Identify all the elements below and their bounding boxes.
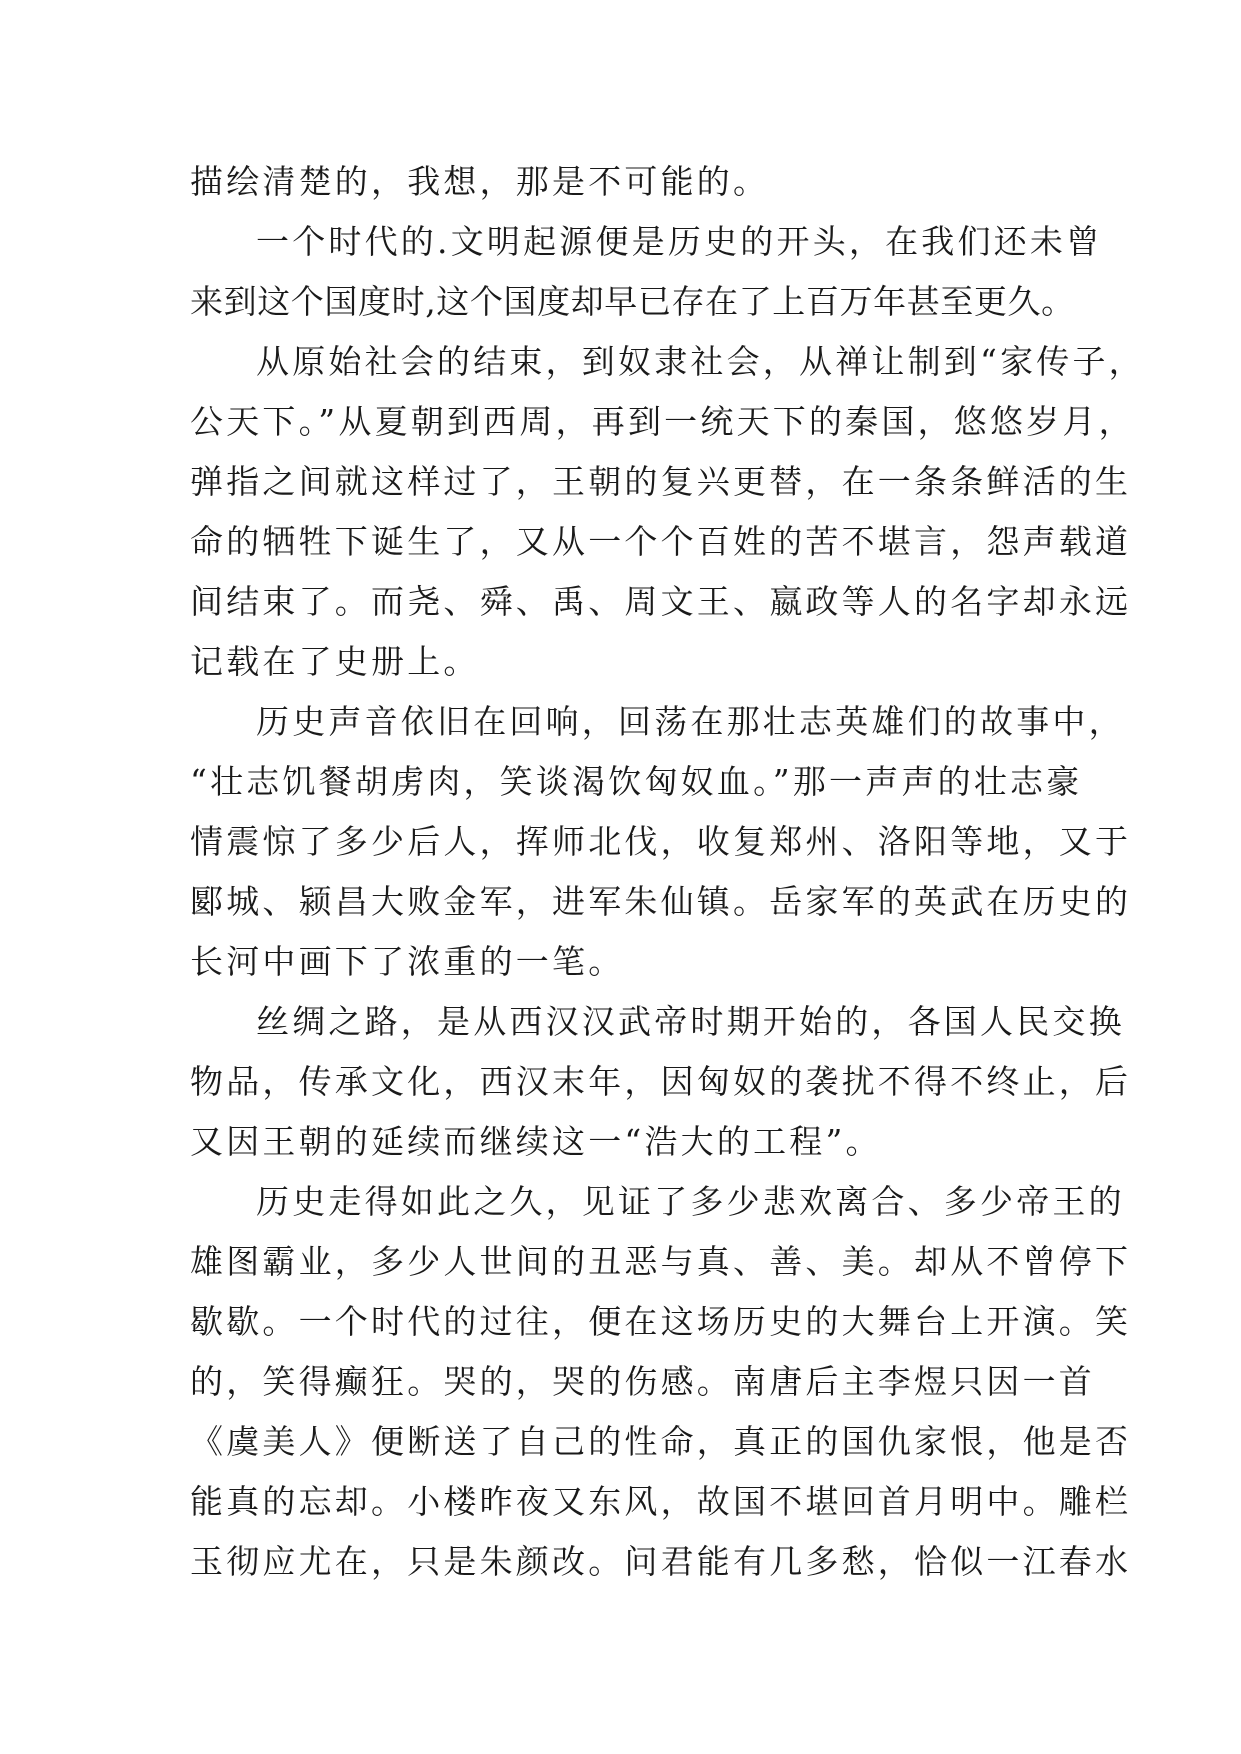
text-line: 历史声音依旧在回响，回荡在那壮志英雄们的故事中，: [256, 702, 1125, 741]
text-line: 记载在了史册上。: [190, 642, 480, 681]
body-text: [190, 152, 1145, 1592]
text-line: 情震惊了多少后人，挥师北伐，收复郑州、洛阳等地，又于: [190, 822, 1132, 861]
text-line: 描绘清楚的，我想，那是不可能的。: [190, 162, 770, 201]
text-line: 的，笑得癫狂。哭的，哭的伤感。南唐后主李煜只因一首: [190, 1362, 1095, 1401]
text-line: 弹指之间就这样过了，王朝的复兴更替，在一条条鲜活的生: [190, 462, 1132, 501]
text-line: 物品，传承文化，西汉末年，因匈奴的袭扰不得不终止，后: [190, 1062, 1132, 1101]
text-line: 《虞美人》便断送了自己的性命，真正的国仇家恨，他是否: [190, 1422, 1132, 1461]
text-line: 郾城、颍昌大败金军，进军朱仙镇。岳家军的英武在历史的: [190, 882, 1132, 921]
text-line: 歇歇。一个时代的过往，便在这场历史的大舞台上开演。笑: [190, 1302, 1132, 1341]
text-line: 命的牺牲下诞生了，又从一个个百姓的苦不堪言，怨声载道: [190, 522, 1132, 561]
text-line: “壮志饥餐胡虏肉，笑谈渴饮匈奴血。”那一声声的壮志豪: [190, 762, 1083, 801]
text-line: 间结束了。而尧、舜、禹、周文王、嬴政等人的名字却永远: [190, 582, 1132, 621]
text-line: 公天下。”从夏朝到西周，再到一统天下的秦国，悠悠岁月，: [190, 402, 1135, 441]
text-line: 历史走得如此之久，见证了多少悲欢离合、多少帝王的: [256, 1182, 1125, 1221]
text-line: 玉彻应尤在，只是朱颜改。问君能有几多愁，恰似一江春水: [190, 1542, 1132, 1581]
text-line: 来到这个国度时,这个国度却早已存在了上百万年甚至更久。: [190, 282, 1075, 321]
text-line: 丝绸之路，是从西汉汉武帝时期开始的，各国人民交换: [256, 1002, 1125, 1041]
text-line: 一个时代的.文明起源便是历史的开头，在我们还未曾: [256, 222, 1103, 261]
text-line: 长河中画下了浓重的一笔。: [190, 942, 625, 981]
text-line: 能真的忘却。小楼昨夜又东风，故国不堪回首月明中。雕栏: [190, 1482, 1132, 1521]
text-line: 从原始社会的结束，到奴隶社会，从禅让制到“家传子，: [256, 342, 1145, 381]
text-line: 雄图霸业，多少人世间的丑恶与真、善、美。却从不曾停下: [190, 1242, 1132, 1281]
text-line: 又因王朝的延续而继续这一“浩大的工程”。: [190, 1122, 882, 1161]
